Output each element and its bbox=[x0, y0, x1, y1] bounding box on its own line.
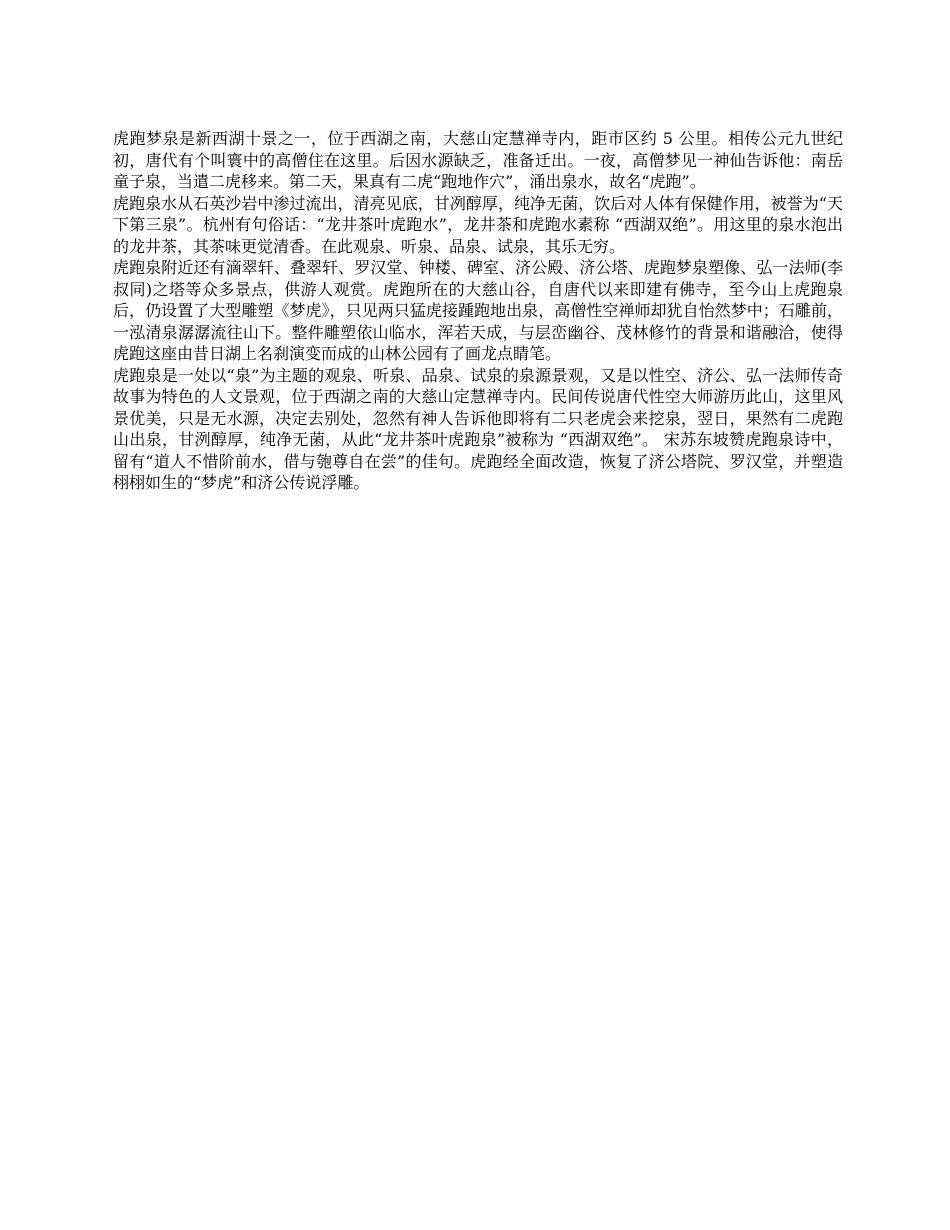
paragraph-scenic-spots: 虎跑泉附近还有滴翠轩、叠翠轩、罗汉堂、钟楼、碑室、济公殿、济公塔、虎跑梦泉塑像、弘一法师(李叔同)之塔等众多景点，供游人观赏。虎跑所在的大慈山谷，自唐代以来即建有佛寺，至今山上虎跑泉后，仍设置了大型雕塑《梦虎》，只见两只猛虎接踵跑地出泉，高僧性空禅师却犹自怡然梦中；石雕前，一泓清泉潺潺流往山下。整件雕塑依山临水，浑若天成，与层峦幽谷、茂林修竹的背景和谐融洽，使得虎跑这座由昔日湖上名刹演变而成的山林公园有了画龙点睛笔。 bbox=[113, 258, 843, 363]
paragraph-legend: 虎跑泉是一处以“泉”为主题的观泉、听泉、品泉、试泉的泉源景观，又是以性空、济公、弘一法师传奇故事为特色的人文景观，位于西湖之南的大慈山定慧禅寺内。民间传说唐代性空大师游历此山，这里风景优美，只是无水源，决定去别处，忽然有神人告诉他即将有二只老虎会来挖泉，翌日，果然有二虎跑山出泉，甘洌醇厚，纯净无菌，从此“龙井茶叶虎跑泉”被称为 “西湖双绝”。 宋苏东坡赞虎跑泉诗中，留有“道人不惜阶前水，借与匏尊自在尝”的佳句。虎跑经全面改造，恢复了济公塔院、罗汉堂，并塑造栩栩如生的“梦虎”和济公传说浮雕。 bbox=[113, 365, 843, 492]
paragraph-intro: 虎跑梦泉是新西湖十景之一，位于西湖之南，大慈山定慧禅寺内，距市区约 5 公里。相传公元九世纪初，唐代有个叫寰中的高僧住在这里。后因水源缺乏，准备迁出。一夜，高僧梦见一神仙告诉他：南岳童子泉，当遣二虎移来。第二天，果真有二虎“跑地作穴”，涌出泉水，故名“虎跑”。 bbox=[113, 129, 843, 191]
document-body bbox=[113, 128, 843, 494]
paragraph-spring-water: 虎跑泉水从石英沙岩中渗过流出，清亮见底，甘冽醇厚，纯净无菌，饮后对人体有保健作用，被誉为“天下第三泉”。杭州有句俗话：“龙井茶叶虎跑水”，龙井茶和虎跑水素称 “西湖双绝”。用这里的泉水泡出的龙井茶，其茶味更觉清香。在此观泉、听泉、品泉、试泉，其乐无穷。 bbox=[113, 193, 843, 256]
